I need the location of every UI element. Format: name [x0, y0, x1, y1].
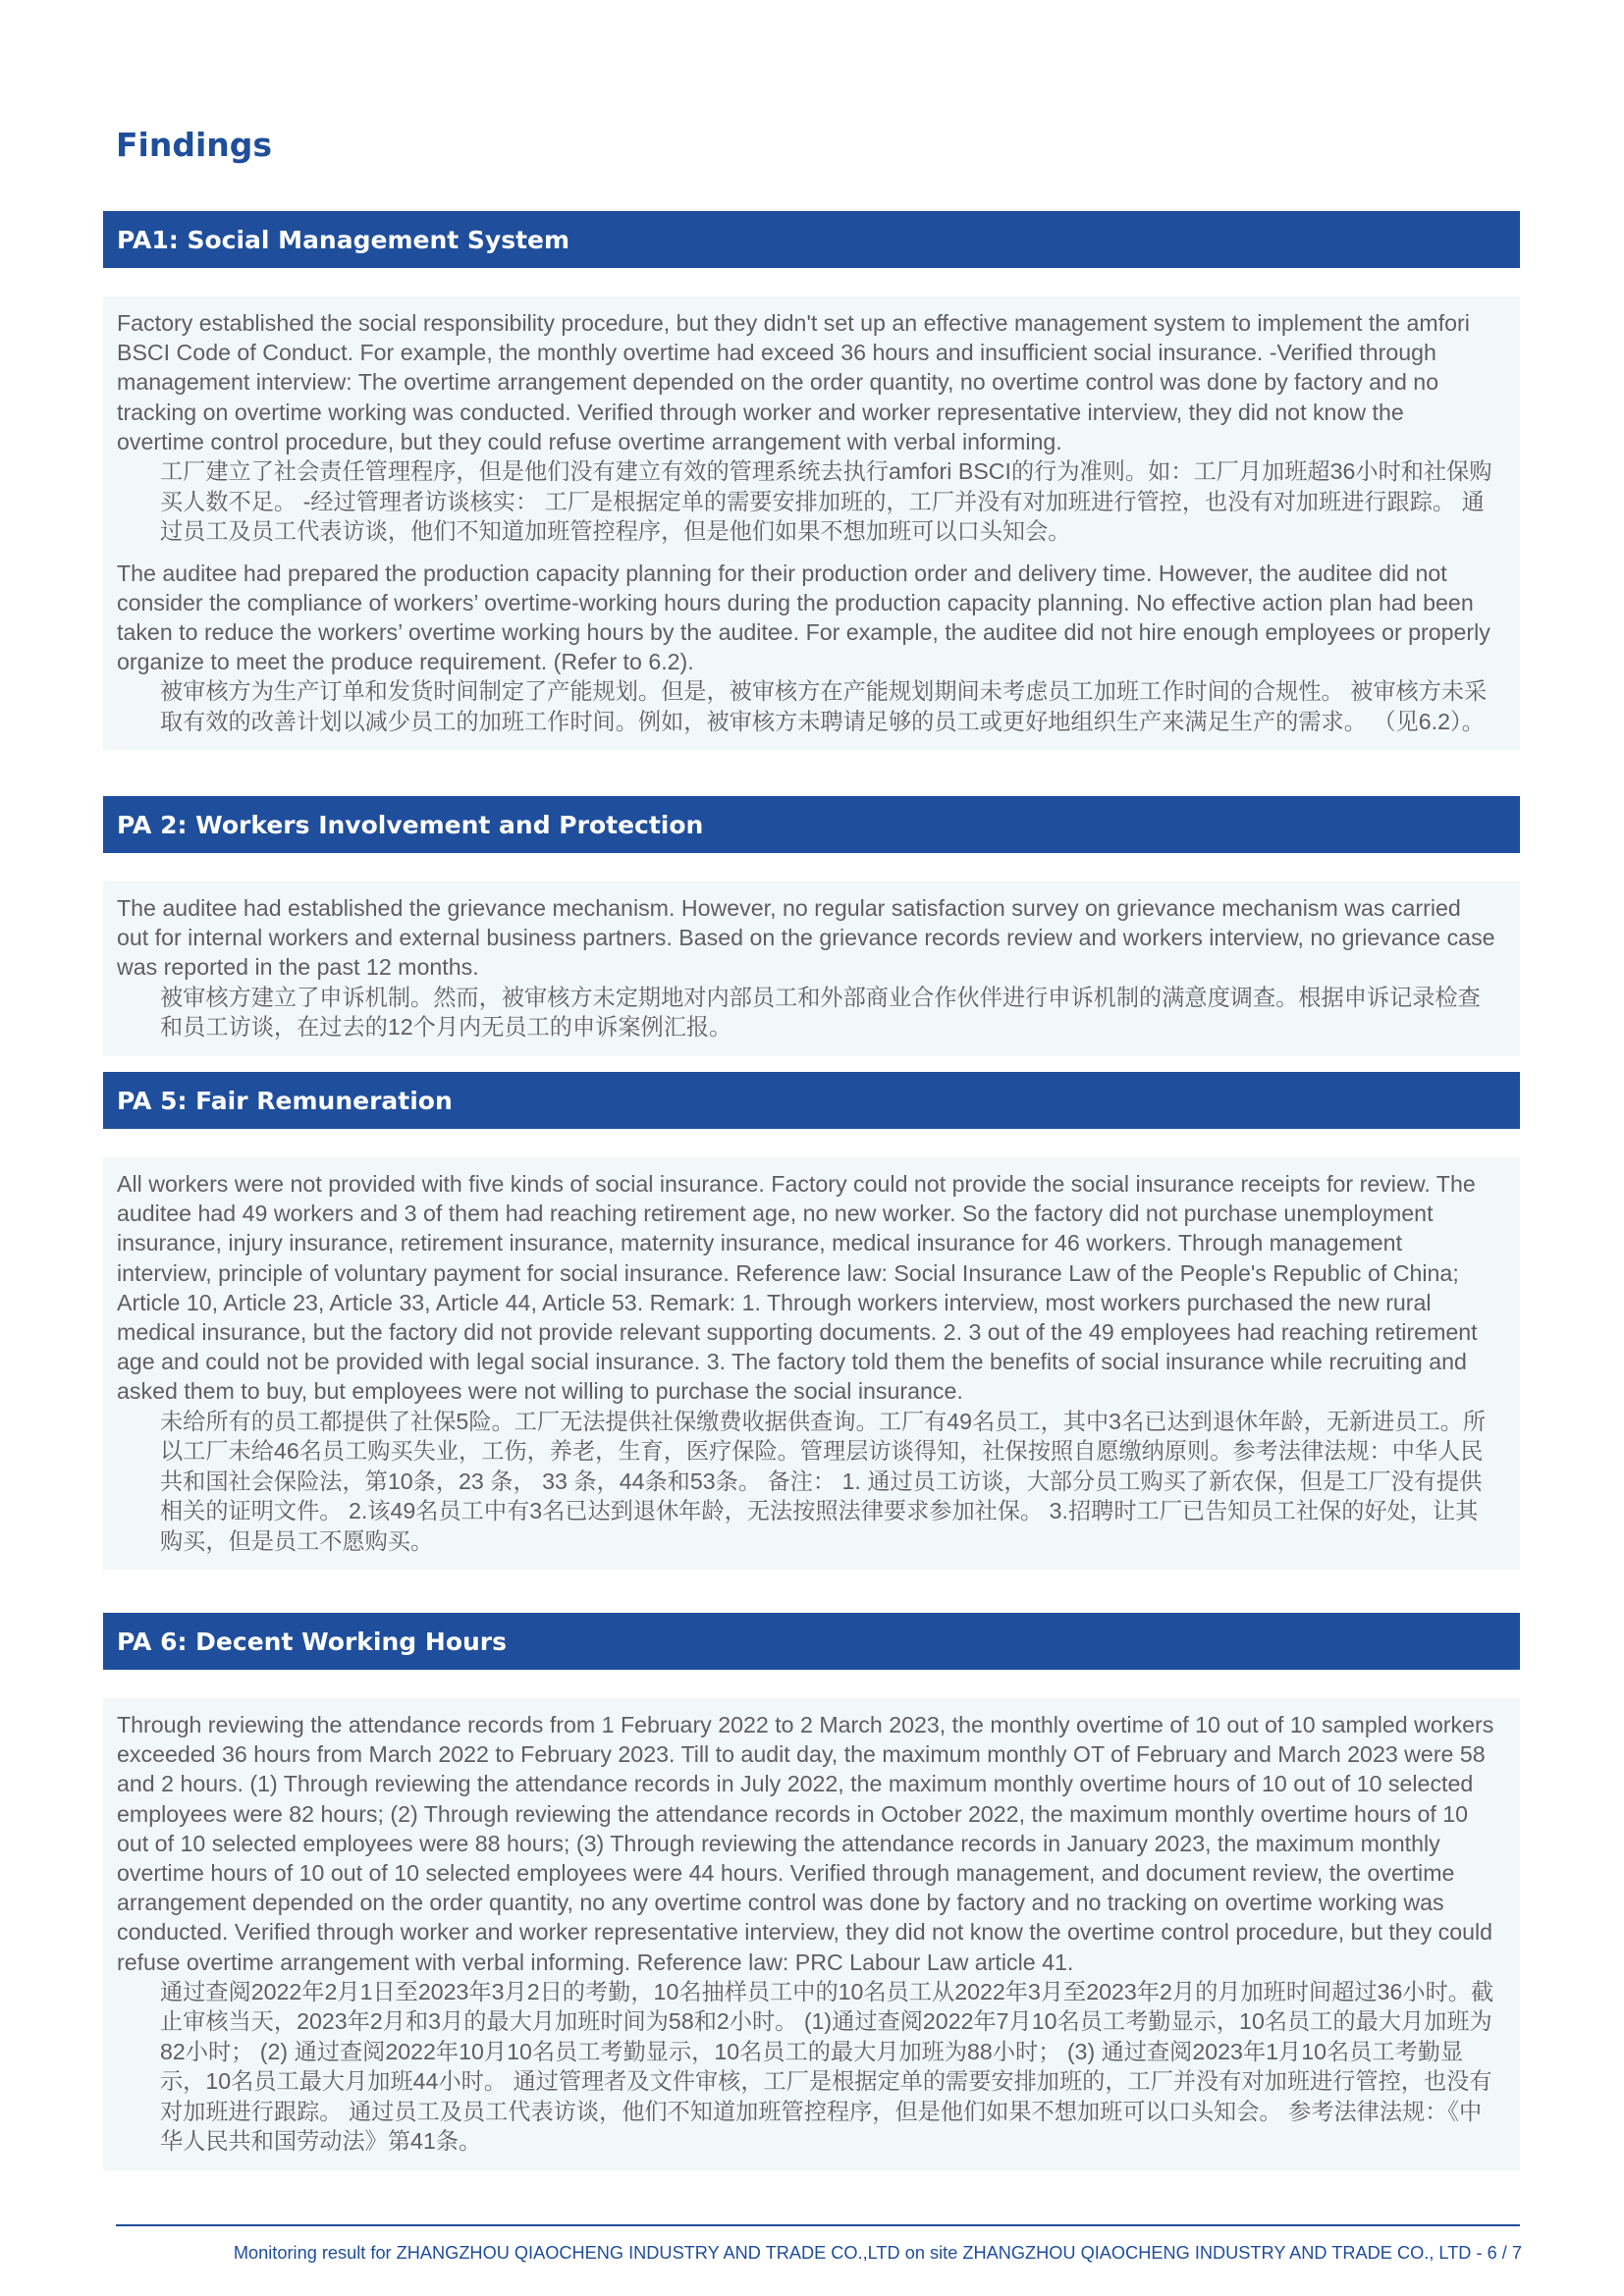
finding-text-en: The auditee had established the grievance mechanism. However, no regular satisfaction survey on grievance mechanism was carried out for internal workers and external business partners. Based on the grievance records review and workers interview, no grievance case was reported in the past 12 months. — [117, 895, 1495, 981]
footer-text: Monitoring result for ZHANGZHOU QIAOCHENG INDUSTRY AND TRADE CO.,LTD on site ZHANGZHOU QIAOCHENG INDUSTRY AND TRADE CO., LTD - 6 / 7 — [233, 2243, 1522, 2263]
page-title: Findings — [116, 126, 273, 164]
section-body-pa5 — [103, 1157, 1520, 1570]
finding-text-en: Through reviewing the attendance records from 1 February 2022 to 2 March 2023, the monthly overtime of 10 out of 10 sampled workers exceeded 36 hours from March 2022 to February 2023. Till to audit day, the maximum monthly OT of February and March 2023 were 58 and 2 hours. (1) Through reviewing the attendance records in July 2022, the maximum monthly overtime hours of 10 out of 10 selected employees were 82 hours; (2) Through reviewing the attendance records in October 2022, the maximum monthly overtime hours of 10 out of 10 selected employees were 88 hours; (3) Through reviewing the attendance records in January 2023, the maximum monthly overtime hours of 10 out of 10 selected employees were 44 hours. Verified through management, and document review, the overtime arrangement depended on the order quantity, no any overtime control was done by factory and no tracking on overtime working was conducted. Verified through worker and worker representative interview, they did not know the overtime control procedure, but they could refuse overtime arrangement with verbal informing. Reference law: PRC Labour Law article 41. — [117, 1712, 1494, 1975]
section-header-pa6: PA 6: Decent Working Hours — [103, 1613, 1520, 1670]
section-body-pa2 — [103, 881, 1520, 1056]
finding-text-en: The auditee had prepared the production capacity planning for their production order and delivery time. However, the auditee did not consider the compliance of workers’ overtime-working hours during the production capacity planning. No effective action plan had been taken to reduce the workers’ overtime working hours by the auditee. For example, the auditee did not hire enough employees or properly organize to meet the produce requirement. (Refer to 6.2). — [117, 560, 1490, 675]
finding-text-zh: 工厂建立了社会责任管理程序，但是他们没有建立有效的管理系统去执行amfori BSCI的行为准则。如：工厂月加班超36小时和社保购买人数不足。 -经过管理者访谈核实： 工厂是根据定单的需要安排加班的，工厂并没有对加班进行管控，也没有对加班进行跟踪。 通过员工及员工代表访谈，他们不知道加班管控程序，但是他们如果不想加班可以口头知会。 — [160, 458, 1492, 545]
footer-divider — [116, 2224, 1520, 2226]
section-header-pa1: PA1: Social Management System — [103, 211, 1520, 268]
finding-text-zh: 通过查阅2022年2月1日至2023年3月2日的考勤，10名抽样员工中的10名员工从2022年3月至2023年2月的月加班时间超过36小时。截止审核当天，2023年2月和3月的最大月加班时间为58和2小时。 (1)通过查阅2022年7月10名员工考勤显示，10名员工的最大月加班为82小时； (2) 通过查阅2022年10月10名员工考勤显示，10名员工的最大月加班为88小时； (3) 通过查阅2023年1月10名员工考勤显示，10名员工最大月加班44小时。 通过管理者及文件审核，工厂是根据定单的需要安排加班的，工厂并没有对加班进行管控，也没有对加班进行跟踪。 通过员工及员工代表访谈，他们不知道加班管控程序，但是他们如果不想加班可以口头知会。 参考法律法规：《中华人民共和国劳动法》第41条。 — [160, 1978, 1494, 2155]
finding-text-zh: 被审核方为生产订单和发货时间制定了产能规划。但是，被审核方在产能规划期间未考虑员工加班工作时间的合规性。 被审核方未采取有效的改善计划以减少员工的加班工作时间。例如，被审核方未聘请足够的员工或更好地组织生产来满足生产的需求。 （见6.2）。 — [160, 678, 1488, 734]
finding-text-zh: 未给所有的员工都提供了社保5险。工厂无法提供社保缴费收据供查询。工厂有49名员工，其中3名已达到退休年龄，无新进员工。所以工厂未给46名员工购买失业，工伤，养老，生育，医疗保险。管理层访谈得知，社保按照自愿缴纳原则。参考法律法规：中华人民共和国社会保险法，第10条，23 条， 33 条，44条和53条。 备注： 1. 通过员工访谈，大部分员工购买了新农保，但是工厂没有提供相关的证明文件。 2.该49名员工中有3名已达到退休年龄，无法按照法律要求参加社保。 3.招聘时工厂已告知员工社保的好处，让其购买，但是员工不愿购买。 — [160, 1408, 1487, 1554]
finding-text-zh: 被审核方建立了申诉机制。然而，被审核方未定期地对内部员工和外部商业合作伙伴进行申诉机制的满意度调查。根据申诉记录检查和员工访谈，在过去的12个月内无员工的申诉案例汇报。 — [160, 984, 1481, 1041]
finding-text-en: Factory established the social responsibility procedure, but they didn't set up an effective management system to implement the amfori BSCI Code of Conduct. For example, the monthly overtime had exceed 36 hours and insufficient social insurance. -Verified through management interview: The overtime arrangement depended on the order quantity, no overtime control was done by factory and no tracking on overtime working was conducted. Verified through worker and worker representative interview, they did not know the overtime control procedure, but they could refuse overtime arrangement with verbal informing. — [117, 310, 1470, 454]
section-header-pa5: PA 5: Fair Remuneration — [103, 1072, 1520, 1129]
finding-text-en: All workers were not provided with five kinds of social insurance. Factory could not provide the social insurance receipts for review. The auditee had 49 workers and 3 of them had reaching retirement age, no new worker. So the factory did not purchase unemployment insurance, injury insurance, retirement insurance, maternity insurance, medical insurance for 46 workers. Through management interview, principle of voluntary payment for social insurance. Reference law: Social Insurance Law of the People's Republic of China; Article 10, Article 23, Article 33, Article 44, Article 53. Remark: 1. Through workers interview, most workers purchased the new rural medical insurance, but the factory did not provide relevant supporting documents. 2. 3 out of the 49 employees had reaching retirement age and could not be provided with legal social insurance. 3. The factory told them the benefits of social insurance while recruiting and asked them to buy, but employees were not willing to purchase the social insurance. — [117, 1171, 1478, 1405]
section-body-pa6 — [103, 1698, 1520, 2170]
section-body-pa1 — [103, 296, 1520, 750]
section-header-pa2: PA 2: Workers Involvement and Protection — [103, 796, 1520, 853]
